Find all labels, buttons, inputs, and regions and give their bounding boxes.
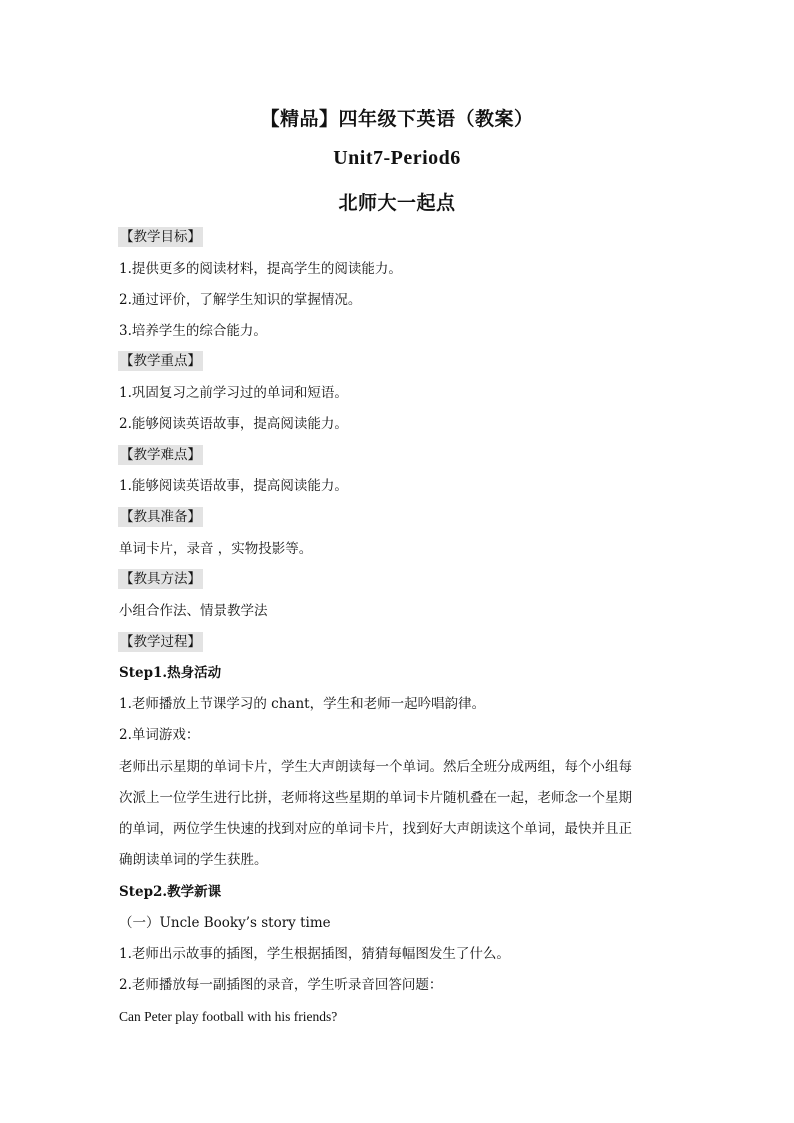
goal-item-2: 2.通过评价，了解学生知识的掌握情况。 — [119, 292, 362, 308]
step1-paragraph-line-3: 的单词，两位学生快速的找到对应的单词卡片，找到好大声朗读这个单词，最快并且正 — [119, 821, 632, 837]
key-point-item-1: 1.巩固复习之前学习过的单词和短语。 — [119, 385, 348, 401]
key-point-item-2: 2.能够阅读英语故事，提高阅读能力。 — [119, 416, 348, 432]
materials-text: 单词卡片，录音 ，实物投影等。 — [119, 541, 313, 557]
unit-title: Unit7-Period6 — [333, 147, 461, 169]
step2-question: Can Peter play football with his friends? — [119, 1009, 338, 1024]
section-label-materials: 【教具准备】 — [120, 509, 201, 525]
section-label-key-points: 【教学重点】 — [120, 353, 201, 369]
step2-item-1: 1.老师出示故事的插图，学生根据插图，猜猜每幅图发生了什么。 — [119, 946, 510, 962]
step1-paragraph-line-4: 确朗读单词的学生获胜。 — [119, 852, 268, 868]
step1-paragraph-line-2: 次派上一位学生进行比拼，老师将这些星期的单词卡片随机叠在一起，老师念一个星期 — [119, 790, 632, 806]
document-title: 【精品】四年级下英语（教案） — [260, 108, 534, 130]
publisher-title: 北师大一起点 — [338, 192, 456, 214]
step2-heading: Step2.教学新课 — [119, 884, 222, 900]
difficulty-item-1: 1.能够阅读英语故事，提高阅读能力。 — [119, 478, 348, 494]
step1-paragraph-line-1: 老师出示星期的单词卡片，学生大声朗读每一个单词。然后全班分成两组，每个小组每 — [119, 759, 632, 775]
methods-text: 小组合作法、情景教学法 — [119, 603, 268, 619]
step2-subheading: （一）Uncle Booky’s story time — [119, 915, 331, 931]
goal-item-3: 3.培养学生的综合能力。 — [119, 323, 267, 339]
step1-item-1: 1.老师播放上节课学习的 chant，学生和老师一起吟唱韵律。 — [119, 696, 486, 712]
step2-item-2: 2.老师播放每一副插图的录音，学生听录音回答问题： — [119, 977, 443, 993]
section-label-difficulties: 【教学难点】 — [120, 447, 201, 463]
step1-item-2: 2.单词游戏： — [119, 727, 200, 743]
goal-item-1: 1.提供更多的阅读材料，提高学生的阅读能力。 — [119, 261, 402, 277]
section-label-methods: 【教具方法】 — [120, 571, 201, 587]
section-label-goals: 【教学目标】 — [120, 229, 201, 245]
section-label-process: 【教学过程】 — [120, 634, 201, 650]
step1-heading: Step1.热身活动 — [119, 665, 222, 681]
